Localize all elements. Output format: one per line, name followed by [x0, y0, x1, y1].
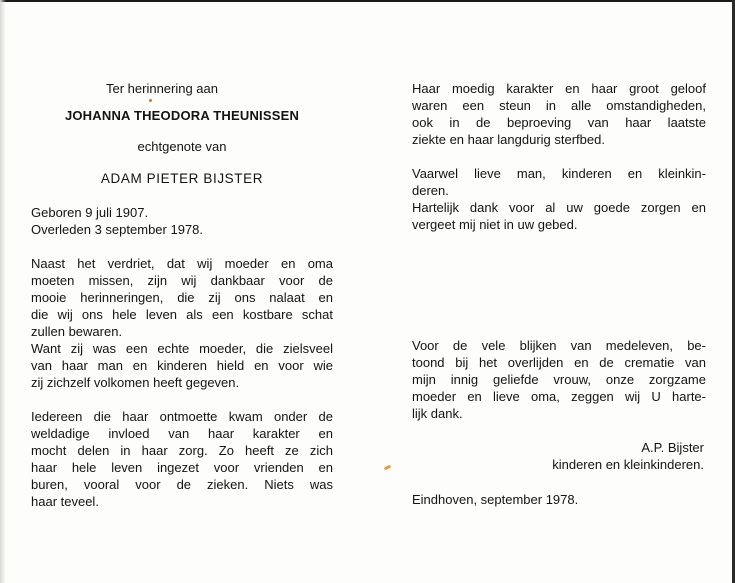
deceased-name: JOHANNA THEODORA THEUNISSEN: [64, 108, 300, 123]
text-line: van haar man en kinderen hield en voor wie: [31, 358, 333, 373]
left-paragraph-3: [31, 408, 333, 510]
left-paragraph-1: [31, 255, 333, 340]
text-line: mijn innig geliefde vrouw, onze zorgzame: [412, 372, 706, 387]
right-paragraph-2: [412, 165, 706, 199]
place-and-date: Eindhoven, september 1978.: [412, 492, 579, 507]
text-line: Voor de vele blijken van medeleven, be-: [412, 338, 706, 353]
right-paragraph-3: [412, 199, 706, 233]
text-line: zullen bewaren.: [31, 324, 123, 339]
ink-stain-mark: [384, 465, 392, 471]
text-line: die wij ons hele leven als een kostbare schat: [31, 307, 333, 322]
card-left-shadow: [0, 0, 6, 583]
text-line: Iedereen die haar ontmoette kwam onder de: [31, 409, 333, 424]
signature-name: A.P. Bijster: [641, 440, 704, 455]
text-line: ook in de beproeving van haar laatste: [412, 115, 706, 130]
text-line: weldadige invloed van haar karakter en: [31, 426, 333, 441]
text-line: buren, vooral voor de zieken. Niets was: [31, 477, 333, 492]
right-column: [412, 80, 706, 508]
text-line: haar teveel.: [31, 494, 99, 509]
birth-date: Geboren 9 juli 1907.: [31, 205, 149, 220]
text-line: deren.: [412, 183, 449, 198]
text-line: zij zichzelf volkomen heeft gegeven.: [31, 375, 240, 390]
bullet-ornament-icon: [149, 99, 152, 102]
text-line: Haar moedig karakter en haar groot geloof: [412, 81, 706, 96]
text-line: toond bij het overlijden en de crematie van: [412, 355, 706, 370]
signature-family: kinderen en kleinkinderen.: [552, 457, 704, 472]
thanks-paragraph: [412, 337, 706, 422]
text-line: moeten missen, zijn wij dankbaar voor de: [31, 273, 333, 288]
text-line: Naast het verdriet, dat wij moeder en oma: [31, 256, 333, 271]
text-line: haar hele leven ingezet voor vrienden en: [31, 460, 333, 475]
text-line: ziekte en haar langdurig sterfbed.: [412, 132, 605, 147]
text-line: waren een steun in alle omstandigheden,: [412, 98, 706, 113]
left-column: [31, 80, 333, 510]
memorial-heading: Ter herinnering aan: [105, 81, 219, 96]
death-date: Overleden 3 september 1978.: [31, 222, 203, 237]
left-paragraph-2: [31, 340, 333, 391]
spouse-name: ADAM PIETER BIJSTER: [100, 171, 264, 186]
text-line: lijk dank.: [412, 406, 463, 421]
text-line: Vaarwel lieve man, kinderen en kleinkin-: [412, 166, 706, 181]
text-line: vergeet mij niet in uw gebed.: [412, 217, 578, 232]
text-line: mooie herinneringen, die zij ons nalaat en: [31, 290, 333, 305]
text-line: Want zij was een echte moeder, die zielsveel: [31, 341, 333, 356]
relation-text: echtgenote van: [137, 139, 227, 154]
text-line: Hartelijk dank voor al uw goede zorgen en: [412, 200, 706, 215]
text-line: moeder en lieve oma, zeggen wij U harte-: [412, 389, 706, 404]
card-top-border: [0, 0, 735, 2]
right-paragraph-1: [412, 80, 706, 148]
text-line: mocht delen in haar zorg. Zo heeft ze zich: [31, 443, 333, 458]
